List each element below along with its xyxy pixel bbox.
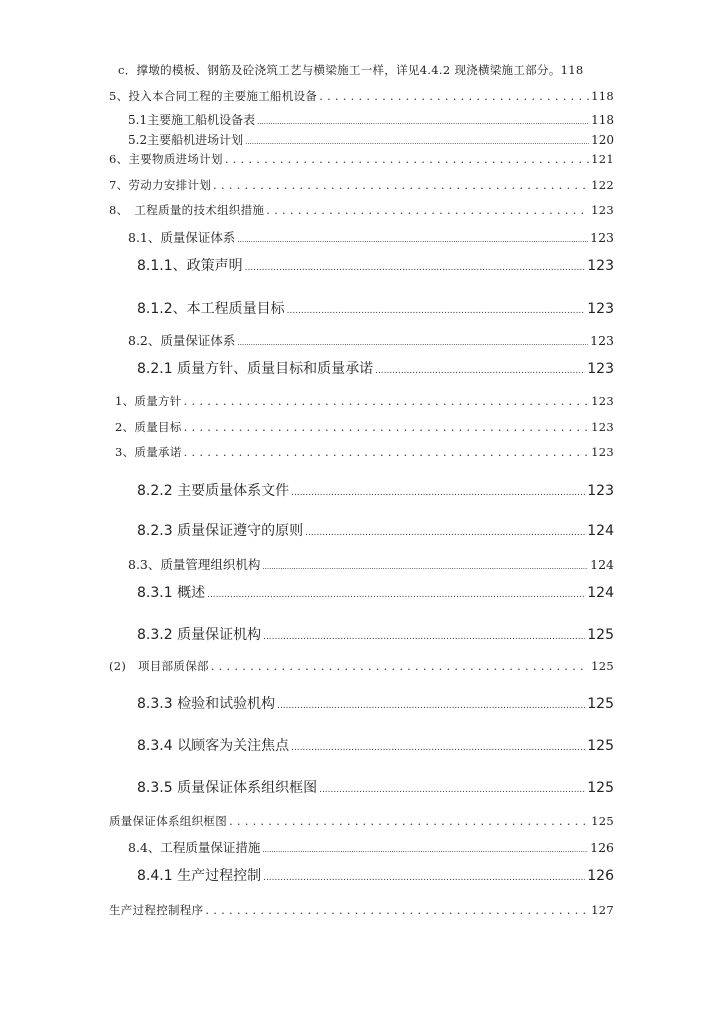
toc-entry-title: 3、质量承诺: [115, 445, 182, 459]
toc-entry-title: 质量保证体系组织框图: [109, 814, 227, 828]
toc-entry-title: 8.4.1 生产过程控制: [137, 868, 262, 884]
dot-leader: [287, 306, 586, 316]
toc-entry[interactable]: [128, 331, 614, 349]
toc-entry[interactable]: [109, 177, 614, 193]
dot-leader: [184, 420, 590, 434]
toc-entry-title: 8.4、工程质量保证措施: [128, 840, 261, 855]
toc-entry-title: 2、质量目标: [115, 420, 182, 434]
toc-entry[interactable]: [128, 131, 614, 148]
toc-entry[interactable]: [128, 228, 614, 246]
toc-entry-page: 123: [591, 203, 614, 217]
toc-entry[interactable]: [115, 444, 614, 460]
dot-leader: [211, 659, 589, 673]
toc-entry[interactable]: [109, 151, 614, 167]
toc-entry-page: 123: [591, 394, 614, 408]
toc-entry-title: 8.1.1、政策声明: [137, 258, 243, 274]
toc-entry-page: 124: [587, 523, 614, 539]
dot-leader: [266, 203, 589, 217]
toc-entry-page: 123: [590, 230, 614, 245]
dot-leader: [229, 814, 589, 828]
toc-entry-title: 8.3.3 检验和试验机构: [137, 696, 276, 712]
toc-entry[interactable]: [109, 813, 614, 829]
toc-entry-title: 7、劳动力安排计划: [109, 178, 212, 192]
toc-entry-title: 6、主要物质进场计划: [109, 152, 223, 166]
toc-entry-title: 8.3、质量管理组织机构: [128, 557, 261, 572]
toc-entry-title: 8.1、质量保证体系: [128, 230, 236, 245]
toc-entry-page: 123: [591, 445, 614, 459]
toc-entry-page: 120: [591, 133, 614, 147]
toc-entry-title: 1、质量方针: [115, 394, 182, 408]
dot-leader: [263, 873, 585, 883]
toc-entry-page: 125: [587, 738, 614, 754]
dot-leader: [184, 445, 590, 459]
toc-entry-title: (2) 项目部质保部: [109, 659, 209, 673]
toc-entry-title: 8、 工程质量的技术组织措施: [109, 203, 265, 217]
dot-leader: [262, 563, 588, 571]
toc-entry[interactable]: [109, 658, 614, 674]
toc-entry-page: 126: [587, 868, 614, 884]
toc-entry-page: 123: [587, 301, 614, 317]
toc-entry[interactable]: [137, 777, 614, 797]
toc-entry[interactable]: [137, 480, 614, 500]
dot-leader: [277, 701, 585, 711]
toc-entry-page: 123: [587, 483, 614, 499]
toc-entry-title: 8.3.1 概述: [137, 585, 206, 601]
toc-entry-title: 5、投入本合同工程的主要施工船机设备: [109, 89, 318, 103]
toc-entry[interactable]: [128, 111, 614, 128]
toc-entry[interactable]: [137, 865, 614, 885]
toc-entry-page: 123: [587, 361, 614, 377]
toc-entry-page: 121: [591, 152, 614, 166]
toc-entry-page: 122: [591, 178, 614, 192]
dot-leader: [225, 152, 589, 166]
toc-entry-page: 125: [587, 696, 614, 712]
toc-entry-page: 125: [591, 659, 614, 673]
dot-leader: [319, 785, 585, 795]
toc-entry-page: 123: [591, 420, 614, 434]
toc-entry[interactable]: [137, 298, 614, 318]
dot-leader: [263, 632, 585, 642]
toc-entry-title: 生产过程控制程序: [109, 903, 204, 917]
dot-leader: [237, 339, 588, 347]
toc-entry-page: 123: [587, 258, 614, 274]
toc-entry-page: 125: [587, 627, 614, 643]
toc-entry-page: 118: [591, 113, 614, 127]
toc-entry[interactable]: [118, 62, 614, 78]
toc-entry-title: 8.1.2、本工程质量目标: [137, 301, 285, 317]
toc-entry-page: 124: [590, 557, 614, 572]
dot-leader: [245, 263, 586, 273]
toc-entry[interactable]: [109, 88, 614, 104]
toc-entry-title: 5.2主要船机进场计划: [128, 133, 244, 147]
toc-entry-title: 8.2、质量保证体系: [128, 333, 236, 348]
dot-leader: [305, 528, 585, 538]
toc-entry[interactable]: [115, 393, 614, 409]
dot-leader: [213, 178, 589, 192]
toc-entry[interactable]: [109, 202, 614, 218]
toc-entry-title: 8.3.4 以顾客为关注焦点: [137, 738, 290, 754]
dot-leader: [245, 138, 589, 146]
toc-entry-title: 8.2.1 质量方针、质量目标和质量承诺: [137, 361, 374, 377]
toc-entry-page: 126: [590, 840, 614, 855]
toc-entry[interactable]: [128, 838, 614, 856]
toc-entry-title: 8.3.2 质量保证机构: [137, 627, 262, 643]
toc-entry-title: 8.2.2 主要质量体系文件: [137, 483, 290, 499]
toc-entry-page: 118: [591, 89, 614, 103]
dot-leader: [291, 743, 585, 753]
toc-entry[interactable]: [115, 419, 614, 435]
toc-entry-page: 125: [591, 814, 614, 828]
toc-entry-title: 8.2.3 质量保证遵守的原则: [137, 523, 304, 539]
toc-entry-page: 124: [587, 585, 614, 601]
toc-entry[interactable]: [137, 255, 614, 275]
dot-leader: [184, 394, 590, 408]
dot-leader: [257, 118, 589, 126]
toc-entry[interactable]: [137, 735, 614, 755]
toc-entry-title: 5.1主要施工船机设备表: [128, 113, 256, 127]
toc-entry[interactable]: [137, 520, 614, 540]
toc-entry-title: c．撑墩的模板、钢筋及砼浇筑工艺与横梁施工一样，详见4.4.2 现浇横梁施工部分。: [118, 63, 561, 77]
dot-leader: [291, 488, 585, 498]
toc-entry-page: 125: [587, 780, 614, 796]
toc-entry[interactable]: [109, 902, 614, 918]
dot-leader: [207, 590, 585, 600]
dot-leader: [375, 366, 585, 376]
toc-entry-page: 118: [560, 63, 584, 77]
toc-entry-title: 8.3.5 质量保证体系组织框图: [137, 780, 318, 796]
toc-entry[interactable]: [137, 358, 614, 378]
toc-entry-page: 123: [590, 333, 614, 348]
toc-entry[interactable]: [128, 555, 614, 573]
dot-leader: [319, 89, 589, 103]
toc-entry[interactable]: [137, 693, 614, 713]
toc-entry-page: 127: [591, 903, 614, 917]
dot-leader: [205, 903, 589, 917]
toc-entry[interactable]: [137, 624, 614, 644]
dot-leader: [262, 846, 588, 854]
toc-entry[interactable]: [137, 582, 614, 602]
dot-leader: [237, 236, 588, 244]
